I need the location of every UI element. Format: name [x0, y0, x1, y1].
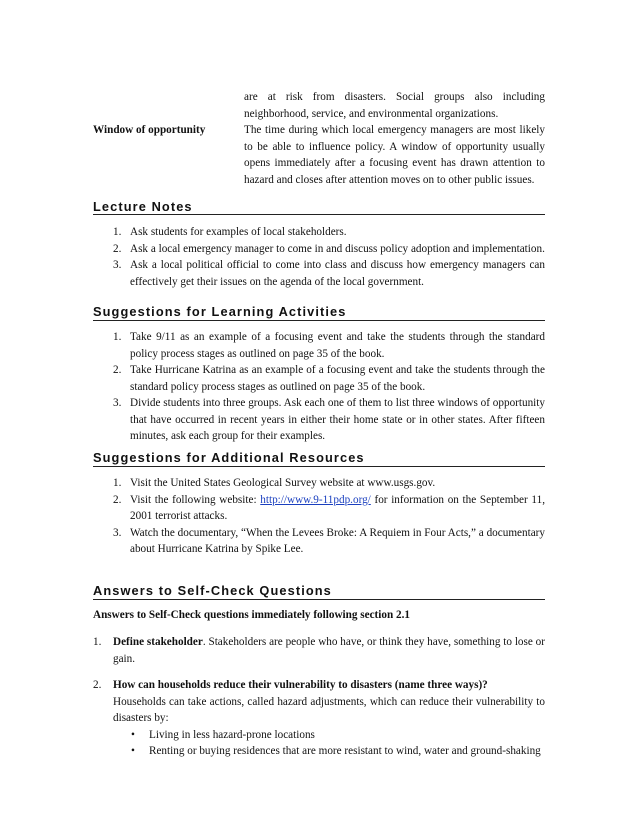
- answer-2-body: [93, 677, 545, 727]
- answer-text: Households can take actions, called hazard adjustments, which can reduce their vulnerability to disasters by:: [113, 695, 545, 724]
- glossary-definition: The time during which local emergency managers are most likely to be able to influence policy. A window of opportunity usually opens immediately after a focusing event has drawn attention to hazard and closes after attention moves on to other public issues.: [244, 124, 545, 186]
- answer-question: Define stakeholder: [113, 636, 203, 648]
- section-heading-additional-resources: Suggestions for Additional Resources: [93, 450, 365, 465]
- list-item: [93, 241, 545, 258]
- section-heading-learning-activities: Suggestions for Learning Activities: [93, 304, 347, 319]
- list-item: [93, 224, 545, 241]
- glossary-continuation: [244, 89, 545, 122]
- list-item: [93, 395, 545, 445]
- bullet-icon: •: [131, 728, 135, 741]
- item-number: 2.: [113, 242, 122, 255]
- section-rule: [93, 320, 545, 321]
- list-item: [93, 492, 545, 525]
- answer-1-body: [93, 634, 545, 667]
- item-text: Visit the following website:: [130, 493, 261, 506]
- item-number: 1.: [113, 331, 122, 343]
- glossary-line-2: neighborhood, service, and environmental organizations.: [244, 107, 499, 120]
- bullet-icon: •: [131, 745, 135, 757]
- additional-resources-list: [93, 475, 545, 558]
- item-text: Ask a local emergency manager to come in and discuss policy adoption and implementation.: [130, 242, 545, 255]
- answer-number: 2.: [93, 679, 102, 691]
- self-check-subheading: Answers to Self-Check questions immediately following section 2.1: [93, 609, 410, 621]
- list-item: [93, 329, 545, 362]
- glossary-term: Window of opportunity: [93, 124, 206, 136]
- website-link[interactable]: http://www.9-11pdp.org/: [260, 493, 371, 506]
- item-number: 3.: [113, 259, 122, 271]
- item-number: 3.: [113, 526, 122, 539]
- bullet-text: Renting or buying residences that are more resistant to wind, water and ground-shaking: [149, 745, 541, 757]
- item-number: 1.: [113, 226, 122, 238]
- answer-2: [93, 677, 545, 760]
- list-item: [93, 362, 545, 395]
- item-text: Take Hurricane Katrina as an example of a focusing event and take the students through the standard policy process stages as outlined on page 35 of the book.: [130, 364, 545, 393]
- answer-text: . Stakeholders are people who have, or think they have, something to lose or gain.: [113, 636, 545, 665]
- item-text: Watch the documentary, “When the Levees Broke: A Requiem in Four Acts,” a documentary about Hurricane Katrina by Spike Lee.: [130, 526, 545, 555]
- bullet-item: [93, 743, 545, 760]
- answer-number: 1.: [93, 636, 102, 648]
- item-text: Ask students for examples of local stakeholders.: [130, 226, 347, 238]
- bullet-item: [93, 727, 545, 744]
- item-text: for information on the September 11, 2001 terrorist attacks.: [130, 493, 545, 522]
- item-text: Divide students into three groups. Ask each one of them to list three windows of opportunity that have occurred in recent years in either their home state or in other states. After fifteen minutes, ask each group for their examples.: [130, 397, 545, 442]
- list-item: [93, 475, 545, 492]
- item-number: 3.: [113, 397, 122, 409]
- list-item: [93, 257, 545, 290]
- item-number: 2.: [113, 364, 122, 376]
- list-item: [93, 525, 545, 558]
- glossary-line-1: are at risk from disasters. Social groups also including: [244, 91, 545, 103]
- section-heading-self-check: Answers to Self-Check Questions: [93, 583, 332, 598]
- section-heading-lecture-notes: Lecture Notes: [93, 199, 193, 214]
- item-text: Visit the United States Geological Survey website at www.usgs.gov.: [130, 477, 436, 489]
- section-rule: [93, 214, 545, 215]
- item-number: 2.: [113, 493, 122, 506]
- section-rule: [93, 466, 545, 467]
- item-text: Take 9/11 as an example of a focusing event and take the students through the standard policy process stages as outlined on page 35 of the book.: [130, 331, 545, 360]
- answer-question: How can households reduce their vulnerability to disasters (name three ways)?: [113, 679, 488, 691]
- section-rule: [93, 599, 545, 600]
- lecture-notes-list: [93, 224, 545, 290]
- item-text: Ask a local political official to come into class and discuss how emergency managers can effectively get their issues on the agenda of the local government.: [130, 259, 545, 288]
- answer-1: [93, 634, 545, 667]
- item-number: 1.: [113, 477, 122, 489]
- bullet-text: Living in less hazard-prone locations: [149, 728, 315, 741]
- learning-activities-list: [93, 329, 545, 445]
